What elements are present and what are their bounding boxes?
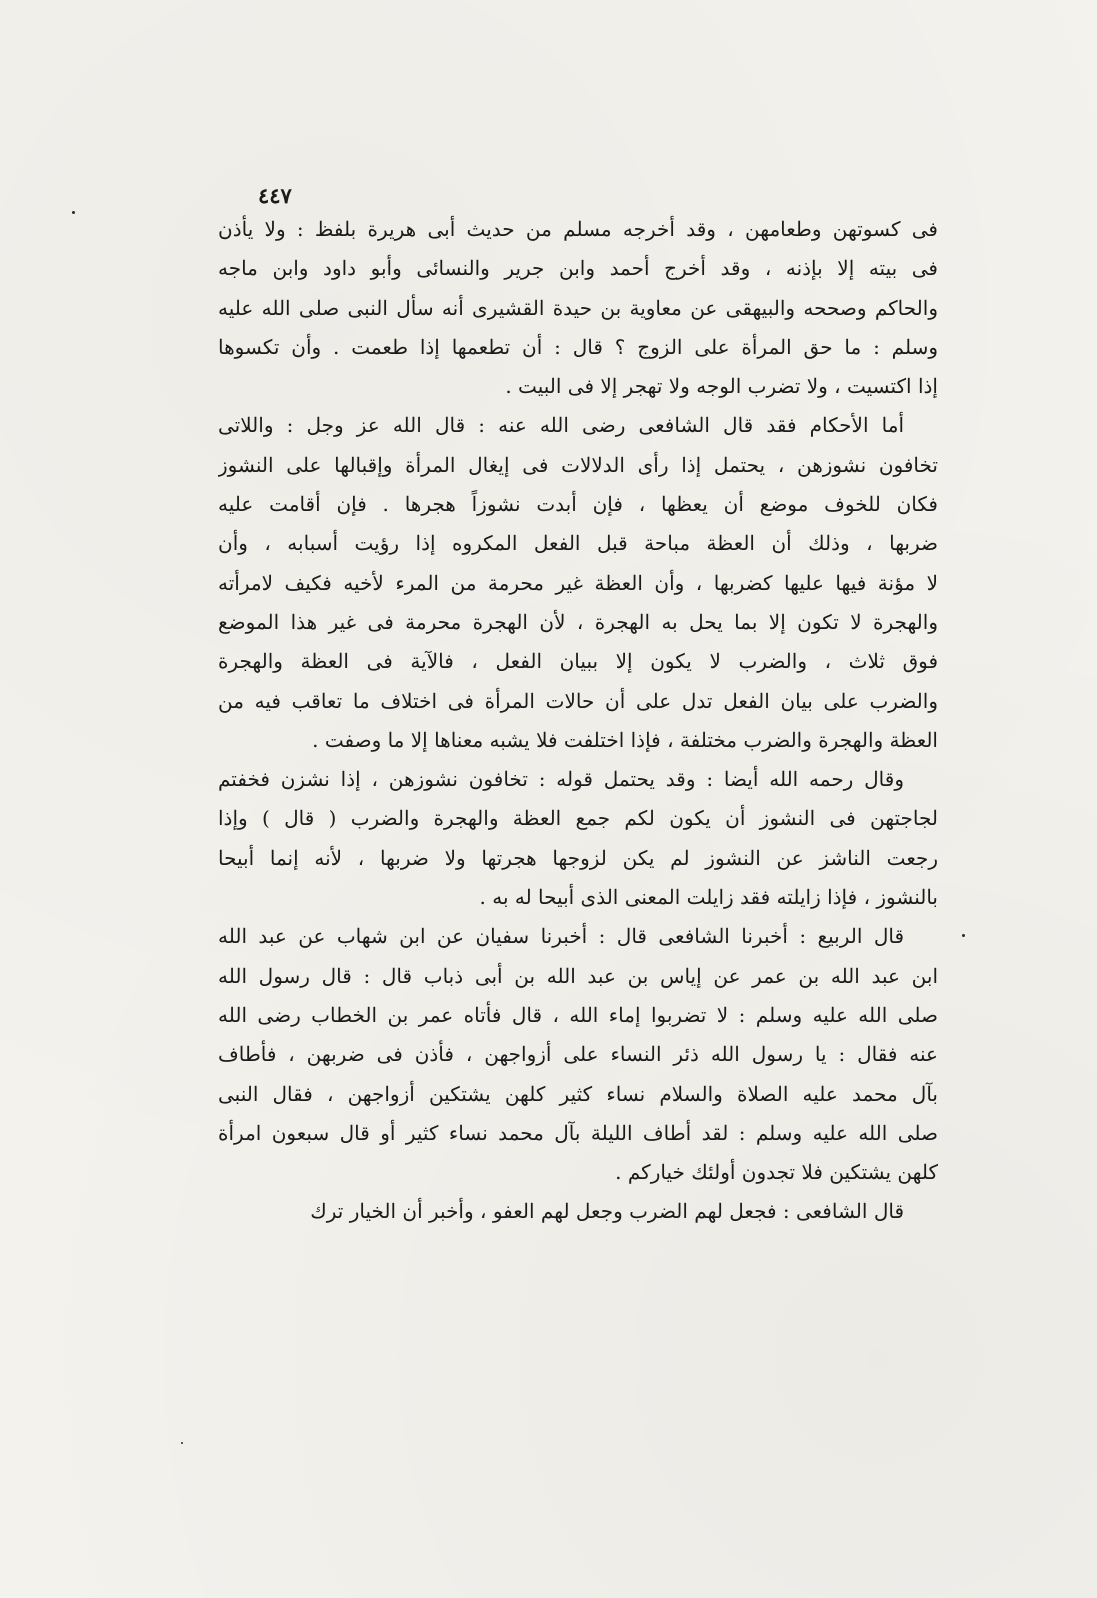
paragraph-start-line: قال الربيع : أخبرنا الشافعى قال : أخبرنا سفيان عن ابن شهاب عن عبد الله xyxy=(218,924,904,949)
text-line: ابن عبد الله بن عمر عن إياس بن عبد الله بن أبى ذباب قال : قال رسول الله xyxy=(218,963,938,988)
text-line: رجعت الناشز عن النشوز لم يكن لزوجها هجرتها ولا ضربها ، لأنه إنما أبيحا xyxy=(218,845,938,870)
text-line: فى بيته إلا بإذنه ، وقد أخرج أحمد وابن جرير والنسائى وأبو داود وابن ماجه xyxy=(218,256,938,281)
text-line: والضرب على بيان الفعل تدل على أن حالات المرأة فى اختلاف ما تعاقب فيه من xyxy=(218,688,938,713)
text-line: لا مؤنة فيها عليها كضربها ، وأن العظة غير محرمة من المرء لأخيه فكيف لامرأته xyxy=(218,570,938,595)
text-line: صلى الله عليه وسلم : لقد أطاف الليلة بآل محمد نساء كثير أو قال سبعون امرأة xyxy=(218,1120,938,1145)
text-line: إذا اكتسيت ، ولا تضرب الوجه ولا تهجر إلا فى البيت . xyxy=(505,374,938,399)
text-line: فى كسوتهن وطعامهن ، وقد أخرجه مسلم من حديث أبى هريرة بلفظ : ولا يأذن xyxy=(218,217,938,241)
text-line: صلى الله عليه وسلم : لا تضربوا إماء الله ، قال فأتاه عمر بن الخطاب رضى الله xyxy=(218,1002,938,1027)
text-line: والحاكم وصححه والبيهقى عن معاوية بن حيدة القشيرى أنه سأل النبى صلى الله عليه xyxy=(218,295,938,320)
scan-speck xyxy=(72,211,75,214)
text-line: عنه فقال : يا رسول الله ذئر النساء على أزواجهن ، فأذن فى ضربهن ، فأطاف xyxy=(218,1042,938,1067)
text-line: والهجرة لا تكون إلا بما يحل به الهجرة ، لأن الهجرة محرمة فى غير هذا الموضع xyxy=(218,609,938,634)
text-line: ضربها ، وذلك أن العظة مباحة قبل الفعل المكروه إذا رؤيت أسبابه ، وأن xyxy=(218,531,938,556)
paragraph-start-line: قال الشافعى : فجعل لهم الضرب وجعل لهم العفو ، وأخبر أن الخيار ترك xyxy=(310,1199,904,1224)
text-line: فوق ثلاث ، والضرب لا يكون إلا ببيان الفعل ، فالآية فى العظة والهجرة xyxy=(218,649,938,674)
text-line: العظة والهجرة والضرب مختلفة ، فإذا اختلفت فلا يشبه معناها إلا ما وصفت . xyxy=(312,727,938,752)
paragraph-start-line: أما الأحكام فقد قال الشافعى رضى الله عنه : قال الله عز وجل : واللاتى xyxy=(218,413,904,438)
text-line: تخافون نشوزهن ، يحتمل إذا رأى الدلالات فى إيغال المرأة وإقبالها على النشوز xyxy=(218,452,938,477)
text-line: بالنشوز ، فإذا زايلته فقد زايلت المعنى الذى أبيحا له به . xyxy=(479,885,938,910)
text-line: فكان للخوف موضع أن يعظها ، فإن أبدت نشوزاً هجرها . فإن أقامت عليه xyxy=(218,492,938,517)
scan-speck xyxy=(962,934,965,937)
page-number: ٤٤٧ xyxy=(258,183,292,208)
text-line: لجاجتهن فى النشوز أن يكون لكم جمع العظة والهجرة والضرب ( قال ) وإذا xyxy=(218,806,938,831)
paragraph-start-line: وقال رحمه الله أيضا : وقد يحتمل قوله : تخافون نشوزهن ، إذا نشزن فخفتم xyxy=(218,767,904,792)
body-text xyxy=(218,210,938,1232)
text-line: كلهن يشتكين فلا تجدون أولئك خياركم . xyxy=(615,1160,938,1185)
scan-speck xyxy=(181,1442,183,1444)
text-line: وسلم : ما حق المرأة على الزوج ؟ قال : أن تطعمها إذا طعمت . وأن تكسوها xyxy=(218,334,938,359)
text-line: بآل محمد عليه الصلاة والسلام نساء كثير كلهن يشتكين أزواجهن ، فقال النبى xyxy=(218,1081,938,1106)
